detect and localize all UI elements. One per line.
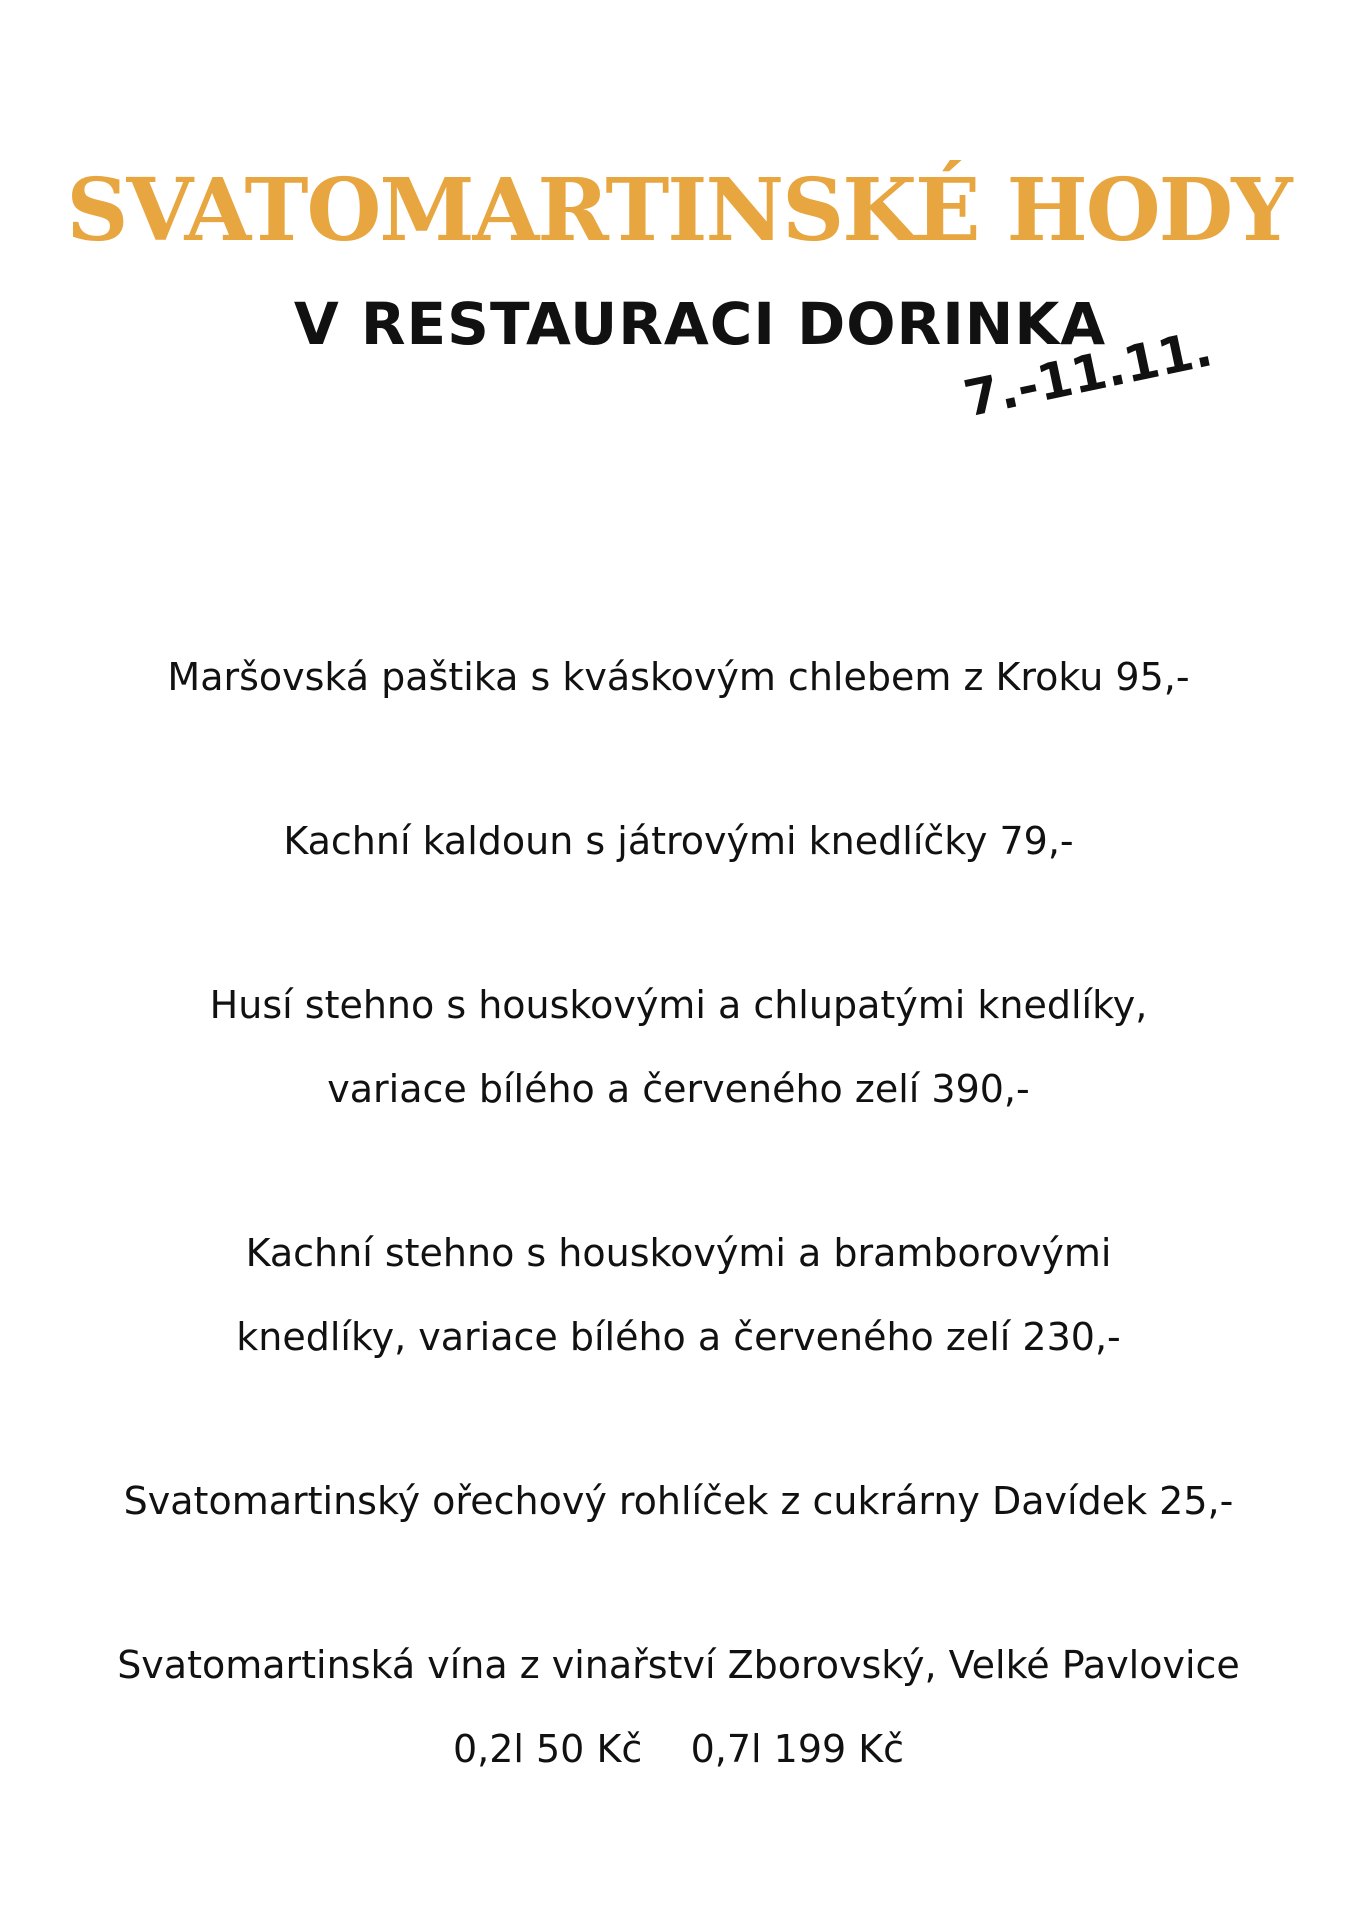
menu-item-text: Svatomartinská vína z vinařství Zborovský, Velké Pavlovice (117, 1643, 1240, 1687)
menu-item (0, 1623, 1357, 1791)
page-title: SVATOMARTINSKÉ HODY (66, 160, 1291, 261)
menu-item-text: knedlíky, variace bílého a červeného zelí 230,- (236, 1315, 1121, 1359)
menu-item-text: Kachní kaldoun s játrovými knedlíčky 79,- (283, 819, 1074, 863)
page-subtitle: V RESTAURACI DORINKA (293, 290, 1107, 358)
event-date: 7.-11.11. (958, 319, 1218, 429)
menu-item-text: Kachní stehno s houskovými a bramborovými (245, 1231, 1112, 1275)
menu-item-text: Maršovská paštika s kváskovým chlebem z Kroku 95,- (167, 655, 1190, 699)
menu-item (0, 963, 1357, 1131)
menu-item (0, 799, 1357, 883)
menu-item-text: 0,2l 50 Kč 0,7l 199 Kč (452, 1727, 905, 1771)
menu-item-text: Svatomartinský ořechový rohlíček z cukrárny Davídek 25,- (123, 1479, 1234, 1523)
menu-item-text: variace bílého a červeného zelí 390,- (327, 1067, 1030, 1111)
menu-list (0, 635, 1357, 1791)
menu-item (0, 635, 1357, 719)
menu-item (0, 1211, 1357, 1379)
menu-item-text: Husí stehno s houskovými a chlupatými knedlíky, (209, 983, 1148, 1027)
menu-item (0, 1459, 1357, 1543)
